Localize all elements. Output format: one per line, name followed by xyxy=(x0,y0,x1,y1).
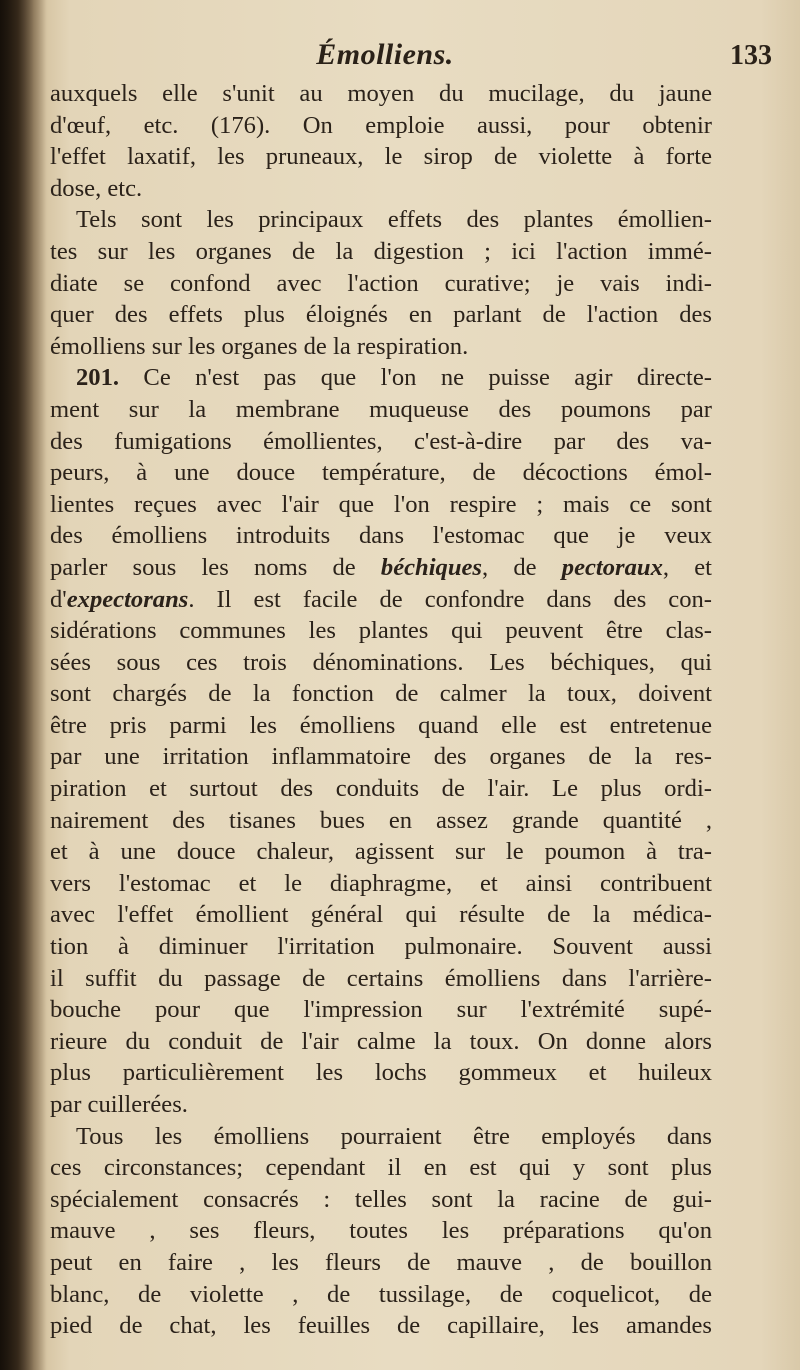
text-line: il suffit du passage de certains émolliens dans l'arrière- xyxy=(50,964,712,992)
text-line: sées sous ces trois dénominations. Les béchiques, qui xyxy=(50,648,712,676)
text-line: et à une douce chaleur, agissent sur le poumon à tra- xyxy=(50,838,712,866)
text-line: avec l'effet émollient général qui résulte de la médica- xyxy=(50,901,712,929)
text-line: mauve , ses fleurs, toutes les préparations qu'on xyxy=(50,1217,712,1245)
page-header xyxy=(0,38,800,78)
text-line: Tous les émolliens pourraient être employés dans xyxy=(76,1122,712,1150)
text-line: rieure du conduit de l'air calme la toux. On donne alors xyxy=(50,1027,712,1055)
text-line: être pris parmi les émolliens quand elle est entretenue xyxy=(50,711,712,739)
text-line: par cuillerées. xyxy=(50,1091,188,1118)
text-line: peut en faire , les fleurs de mauve , de bouillon xyxy=(50,1248,712,1276)
text-line: vers l'estomac et le diaphragme, et ainsi contribuent xyxy=(50,869,712,897)
page-number: 133 xyxy=(730,40,772,71)
text-line: diate se confond avec l'action curative; je vais indi- xyxy=(50,269,712,297)
text-line: tion à diminuer l'irritation pulmonaire. Souvent aussi xyxy=(50,933,712,961)
text-fragment: parler sous les noms de xyxy=(50,553,381,581)
text-line: pied de chat, les feuilles de capillaire, les amandes xyxy=(50,1312,712,1340)
text-line-with-term xyxy=(50,584,712,616)
text-line: dose, etc. xyxy=(50,174,143,202)
text-line: piration et surtout des conduits de l'air. Le plus ordi- xyxy=(50,775,712,803)
text-line: des fumigations émollientes, c'est-à-dire par des va- xyxy=(50,427,712,455)
text-fragment: , de xyxy=(482,553,562,581)
text-line: sont chargés de la fonction de calmer la toux, doivent xyxy=(50,680,712,708)
term-pectoraux: pectoraux xyxy=(561,553,663,581)
text-line: émolliens sur les organes de la respiration. xyxy=(50,332,469,360)
text-line: quer des effets plus éloignés en parlant de l'action des xyxy=(50,301,712,329)
binding-shadow xyxy=(0,0,46,1370)
text-line: blanc, de violette , de tussilage, de coquelicot, de xyxy=(50,1280,712,1308)
text-line-with-terms xyxy=(50,552,712,584)
text-line: par une irritation inflammatoire des organes de la res- xyxy=(50,743,712,771)
paragraph-number: 201. xyxy=(76,364,120,392)
term-expectorans: expectorans xyxy=(66,585,189,613)
text-line: nairement des tisanes bues en assez grande quantité , xyxy=(50,806,712,834)
text-line: spécialement consacrés : telles sont la racine de gui- xyxy=(50,1185,712,1213)
text-line: des émolliens introduits dans l'estomac que je veux xyxy=(50,522,712,550)
text-fragment: d' xyxy=(50,585,67,613)
text-line: ces circonstances; cependant il en est qui y sont plus xyxy=(50,1154,712,1182)
text-fragment: Ce n'est pas que l'on ne puisse agir directe- xyxy=(119,364,712,392)
text-fragment: , et xyxy=(662,553,712,581)
text-line: plus particulièrement les lochs gommeux et huileux xyxy=(50,1059,712,1087)
text-line: tes sur les organes de la digestion ; ici l'action immé- xyxy=(50,237,712,265)
running-title: Émolliens. xyxy=(316,38,454,71)
text-line: bouche pour que l'impression sur l'extrémité supé- xyxy=(50,996,712,1024)
paragraph-201-first-line xyxy=(50,362,712,394)
text-line: auxquels elle s'unit au moyen du mucilage, du jaune xyxy=(50,80,712,107)
body-text xyxy=(50,78,712,1342)
text-line: sidérations communes les plantes qui peuvent être clas- xyxy=(50,617,712,645)
text-line: peurs, à une douce température, de décoctions émol- xyxy=(50,459,712,487)
text-line: ment sur la membrane muqueuse des poumons par xyxy=(50,395,712,423)
text-line: lientes reçues avec l'air que l'on respire ; mais ce sont xyxy=(50,490,712,518)
text-line: l'effet laxatif, les pruneaux, le sirop de violette à forte xyxy=(50,143,712,171)
text-line: Tels sont les principaux effets des plantes émollien- xyxy=(76,206,712,234)
text-line: d'œuf, etc. (176). On emploie aussi, pour obtenir xyxy=(50,111,712,139)
term-bechiques: béchiques xyxy=(380,553,483,581)
text-fragment: . Il est facile de confondre dans des con- xyxy=(188,585,712,613)
